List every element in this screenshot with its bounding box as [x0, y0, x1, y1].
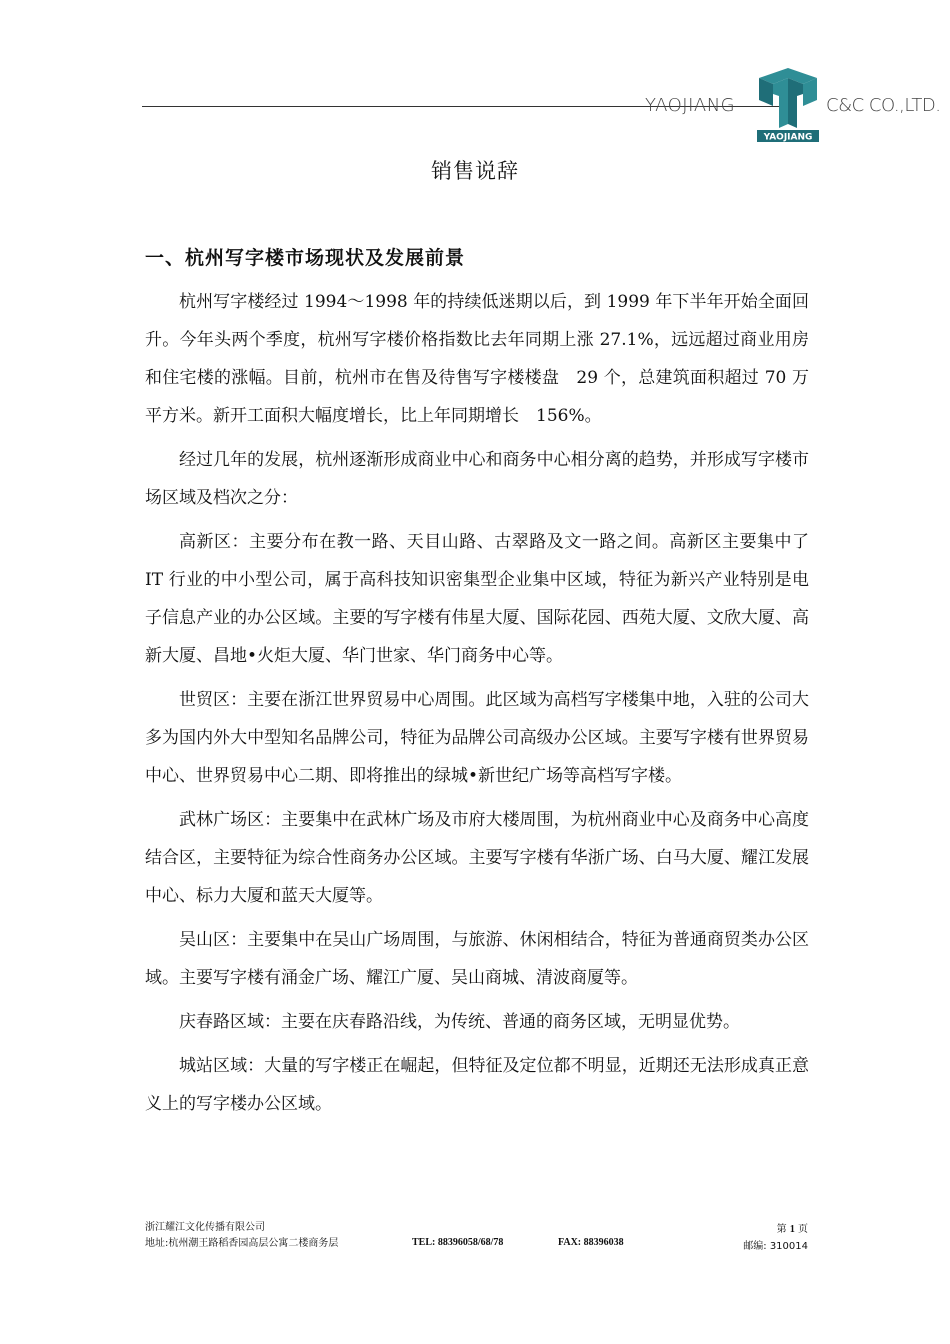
paragraph-wushan-district: 吴山区：主要集中在吴山广场周围，与旅游、休闲相结合，特征为普通商贸类办公区域。主要写字楼有涌金广场、耀江广厦、吴山商城、清波商厦等。: [145, 930, 809, 988]
document-title: 销售说辞: [431, 159, 519, 183]
footer-fax: FAX: 88396038: [558, 1237, 624, 1248]
paragraph-gaoxin-district: 高新区：主要分布在教一路、天目山路、古翠路及文一路之间。高新区主要集中了 IT 行业的中小型公司，属于高科技知识密集型企业集中区域，特征为新兴产业特别是电子信息产业的办公区域。主要的写字楼有伟星大厦、国际花园、西苑大厦、文欣大厦、高新大厦、昌地•火炬大厦、华门世家、华门商务中心等。: [145, 532, 809, 666]
footer-address: 地址:杭州潮王路稻香园高层公寓二楼商务层: [145, 1238, 339, 1249]
footer-tel: TEL: 88396058/68/78: [412, 1237, 504, 1248]
paragraph-qingchun-road: 庆春路区域：主要在庆春路沿线，为传统、普通的商务区域，无明显优势。: [179, 1012, 740, 1032]
footer-company-block: [145, 1220, 338, 1252]
brand-name-right: C&C CO.,LTD.: [826, 95, 941, 116]
paragraph-chengzhan: 城站区域：大量的写字楼正在崛起，但特征及定位都不明显，近期还无法形成真正意义上的写字楼办公区域。: [145, 1056, 809, 1114]
section-heading: 一、杭州写字楼市场现状及发展前景: [145, 247, 466, 269]
paragraph-wulin-district: 武林广场区：主要集中在武林广场及市府大楼周围，为杭州商业中心及商务中心高度结合区，主要特征为综合性商务办公区域。主要写字楼有华浙广场、白马大厦、耀江发展中心、标力大厦和蓝天大厦等。: [145, 810, 809, 906]
page-suffix: 页: [798, 1224, 808, 1235]
footer-page-number: [777, 1220, 808, 1235]
yaojiang-logo: [755, 66, 821, 142]
paragraph-trend: 经过几年的发展，杭州逐渐形成商业中心和商务中心相分离的趋势，并形成写字楼市场区域及档次之分：: [145, 450, 809, 508]
page-prefix: 第: [776, 1224, 787, 1235]
page-number: 1: [789, 1224, 795, 1235]
paragraph-shimao-district: 世贸区：主要在浙江世界贸易中心周围。此区域为高档写字楼集中地，入驻的公司大多为国内外大中型知名品牌公司，特征为品牌公司高级办公区域。主要写字楼有世界贸易中心、世界贸易中心二期、即将推出的绿城•新世纪广场等高档写字楼。: [145, 690, 809, 786]
paragraph-market-overview: 杭州写字楼经过 1994～1998 年的持续低迷期以后，到 1999 年下半年开始全面回升。今年头两个季度，杭州写字楼价格指数比去年同期上涨 27.1%，远远超过商业用房和住宅楼的涨幅。目前，杭州市在售及待售写字楼楼盘 29 个，总建筑面积超过 70 万平方米。新开工面积大幅度增长，比上年同期增长 156%。: [145, 292, 809, 426]
body-content: [145, 283, 809, 1123]
footer-postcode: 邮编: 310014: [743, 1241, 808, 1252]
logo-text: YAOJIANG: [763, 132, 813, 142]
brand-name-left: YAOJIANG: [645, 95, 736, 116]
footer-company: 浙江耀江文化传播有限公司: [145, 1222, 265, 1233]
